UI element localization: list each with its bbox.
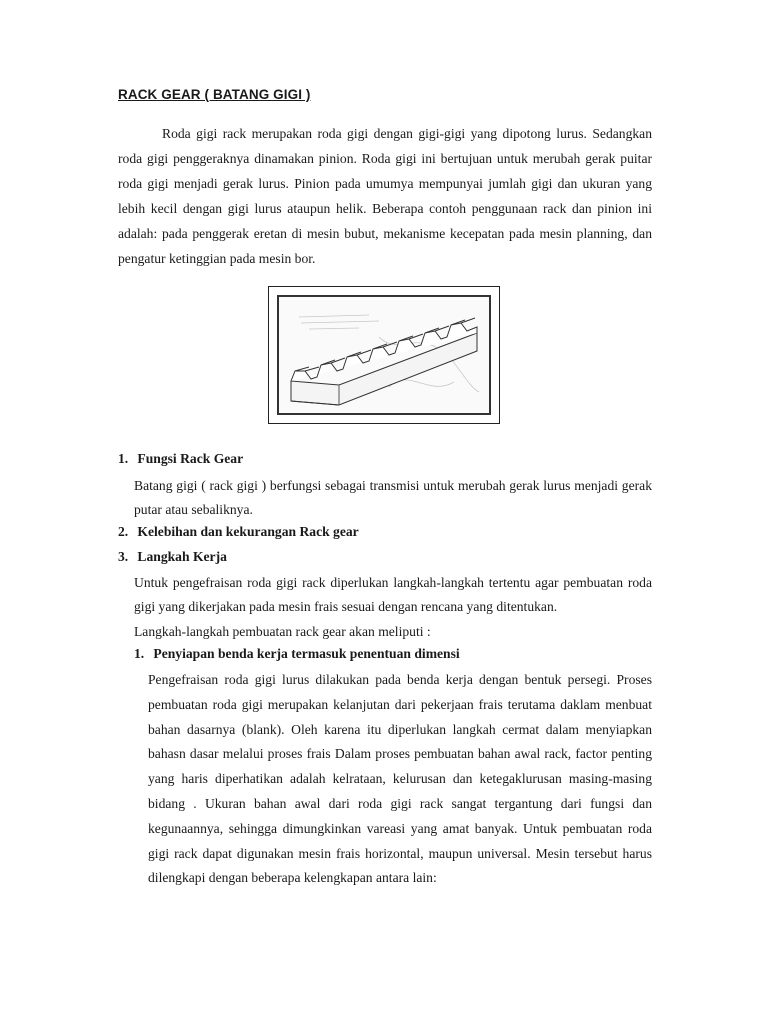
section-3-number: 3. <box>118 549 129 564</box>
section-3-heading <box>118 549 227 565</box>
section-2-number: 2. <box>118 524 129 539</box>
rack-gear-figure-frame <box>277 295 491 415</box>
subsection-1-body: Pengefraisan roda gigi lurus dilakukan pada benda kerja dengan bentuk persegi. Proses pembuatan roda gigi merupakan kelanjutan dari pekerjaan frais terutama daklam menbuat bahan dasarnya (blank). Oleh karena itu diperlukan langkah cermat dalam menyiapkan bahasn dasar melalui proses frais Dalam proses pembuatan bahan awal rack, factor penting yang haris diperhatikan adalah kelrataan, kelurusan dan ketegaklurusan masing-masing bidang . Ukuran bahan awal dari roda gigi rack sangat tergantung dari fungsi dan kegunaannya, sehingga dimungkinkan vareasi yang amat banyak. Untuk pembuatan roda gigi rack dapat digunakan mesin frais horizontal, maupun universal. Mesin tersebut harus dilengkapi dengan beberapa kelengkapan antara lain: <box>148 672 652 886</box>
section-2-heading <box>118 524 359 540</box>
subsection-1-title: Penyiapan benda kerja termasuk penentuan dimensi <box>153 646 460 661</box>
section-1-title: Fungsi Rack Gear <box>137 451 244 466</box>
rack-gear-illustration <box>279 297 491 415</box>
section-3-body-2: Langkah-langkah pembuatan rack gear akan meliputi : <box>134 624 431 639</box>
subsection-1-heading <box>134 646 460 662</box>
section-3-title: Langkah Kerja <box>137 549 227 564</box>
intro-paragraph: Roda gigi rack merupakan roda gigi dengan gigi-gigi yang dipotong lurus. Sedangkan roda gigi penggeraknya dinamakan pinion. Roda gigi ini bertujuan untuk merubah gerak puitar roda gigi menjadi gerak lurus. Pinion pada umumya mempunyai jumlah gigi dan ukuran yang lebih kecil dengan gigi lurus ataupun helik. Beberapa contoh penggunaan rack dan pinion ini adalah: pada penggerak eretan di mesin bubut, mekanisme kecepatan pada mesin planning, dan pengatur ketinggian pada mesin bor. <box>118 126 652 266</box>
rack-gear-figure <box>268 286 500 424</box>
section-1-heading <box>118 451 243 467</box>
section-1-body: Batang gigi ( rack gigi ) berfungsi sebagai transmisi untuk merubah gerak lurus menjadi gerak putar atau sebaliknya. <box>134 478 652 517</box>
section-3-body: Untuk pengefraisan roda gigi rack diperlukan langkah-langkah tertentu agar pembuatan roda gigi yang dikerjakan pada mesin frais sesuai dengan rencana yang ditentukan. <box>134 575 652 614</box>
section-2-title: Kelebihan dan kekurangan Rack gear <box>137 524 359 539</box>
section-1-number: 1. <box>118 451 129 466</box>
document-title: RACK GEAR ( BATANG GIGI ) <box>118 87 311 102</box>
subsection-1-number: 1. <box>134 646 145 661</box>
